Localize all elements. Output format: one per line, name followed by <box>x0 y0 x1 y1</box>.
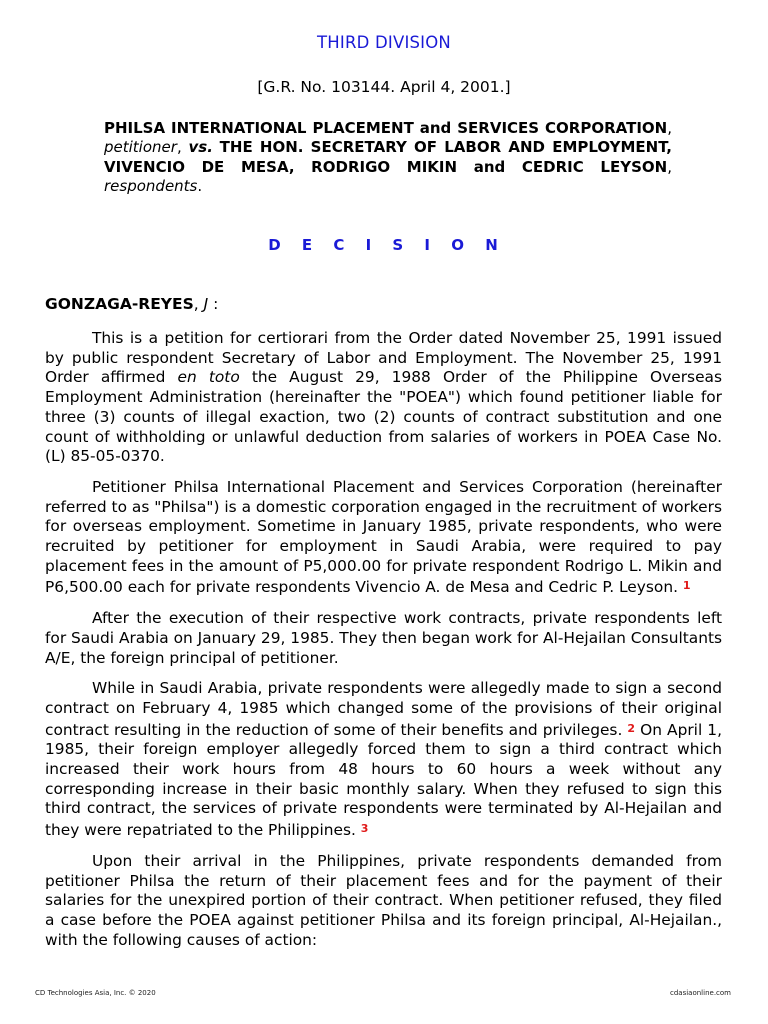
petitioner-role: petitioner <box>104 138 177 157</box>
footnote-link-2[interactable]: 2 <box>627 721 636 735</box>
versus: vs. <box>188 138 213 157</box>
footnote-link-1[interactable]: 1 <box>682 579 691 593</box>
ponente-name: GONZAGA-REYES <box>45 295 194 313</box>
paragraph-3: After the execution of their respective work contracts, private respondents left for Saudi Arabia on January 29, 1985. They then began work for Al-Hejailan Consultants A/E, the foreign principal of petitioner. <box>45 609 723 667</box>
paragraph-5: Upon their arrival in the Philippines, private respondents demanded from petitioner Philsa the return of their placement fees and for the payment of their salaries for the unexpired portion of their contract. When petitioner refused, they filed a case before the POEA against petitioner Philsa and its foreign principal, Al-Hejailan., with the following causes of action: <box>45 851 722 949</box>
footer-site: cdasiaonline.com <box>670 989 731 997</box>
division-heading: THIRD DIVISION <box>317 33 451 52</box>
ponente: GONZAGA-REYES, J : <box>45 295 219 313</box>
paragraph-4: While in Saudi Arabia, private respondents were allegedly made to sign a second contract on February 4, 1985 which changed some of the provisions of their original contract resulting in the reduction of some of their benefits and privileges. 2 On April 1, 1985, their foreign employer allegedly forced them to sign a third contract which increased their work hours from 48 hours to 60 hours a week without any corresponding increase in their basic monthly salary. When they refused to sign this third contract, the services of private respondents were terminated by Al-Hejailan and they were repatriated to the Philippines. 3 <box>45 679 722 840</box>
respondents-names: THE HON. SECRETARY OF LABOR AND EMPLOYMENT, VIVENCIO DE MESA, RODRIGO MIKIN and CEDRIC LEYSON <box>104 138 672 176</box>
ponente-title: J <box>203 295 209 313</box>
footer-copyright: CD Technologies Asia, Inc. © 2020 <box>35 989 156 997</box>
case-number: [G.R. No. 103144. April 4, 2001.] <box>257 78 511 96</box>
petitioner-name: PHILSA INTERNATIONAL PLACEMENT and SERVICES CORPORATION <box>104 119 668 137</box>
footnote-link-3[interactable]: 3 <box>360 822 369 836</box>
paragraph-2: Petitioner Philsa International Placement and Services Corporation (hereinafter referred to as "Philsa") is a domestic corporation engaged in the recruitment of workers for overseas employment. Sometime in January 1985, private respondents, who were recruited by petitioner for employment in Saudi Arabia, were required to pay placement fees in the amount of P5,000.00 for private respondent Rodrigo L. Mikin and P6,500.00 each for private respondents Vivencio A. de Mesa and Cedric P. Leyson. 1 <box>45 477 722 597</box>
paragraph-1: This is a petition for certiorari from the Order dated November 25, 1991 issued by public respondent Secretary of Labor and Employment. The November 25, 1991 Order affirmed en toto the August 29, 1988 Order of the Philippine Overseas Employment Administration (hereinafter the "POEA") which found petitioner liable for three (3) counts of illegal exaction, two (2) counts of contract substitution and one count of withholding or unlawful deduction from salaries of workers in POEA Case No. (L) 85-05-0370. <box>45 329 722 466</box>
decision-heading: D E C I S I O N <box>268 236 506 254</box>
respondents-role: respondents <box>104 177 198 196</box>
case-parties: PHILSA INTERNATIONAL PLACEMENT and SERVICES CORPORATION, petitioner, vs. THE HON. SECRETARY OF LABOR AND EMPLOYMENT, VIVENCIO DE MESA, RODRIGO MIKIN and CEDRIC LEYSON, respondents. <box>104 119 672 196</box>
decision-body <box>45 329 722 961</box>
